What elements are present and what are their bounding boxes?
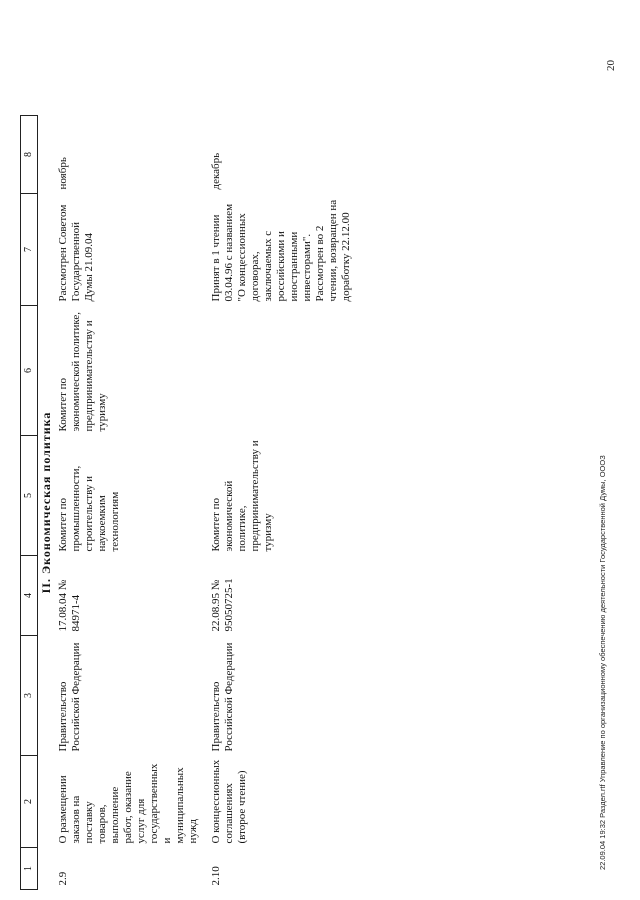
bill-registration: 17.08.04 № 84971-4: [57, 579, 82, 632]
bill-month: ноябрь: [57, 157, 69, 190]
co-committee: [202, 306, 355, 436]
section-title: II. Экономическая политика: [39, 411, 53, 594]
header-cell: 5: [21, 436, 38, 556]
section-row: [38, 116, 56, 890]
header-cell: 8: [21, 116, 38, 194]
legislation-table: [20, 115, 355, 890]
header-cell: 4: [21, 556, 38, 636]
bill-status: Принят в 1 чтении 03.04.96 с названием "О концессионных договорах, заключаемых с российскими и иностранными инвесторами". Рассмотрен во 2 чтении, возвращен на доработку 22.12.00: [210, 199, 352, 302]
bill-registration: 22.08.95 № 95050725-1: [210, 578, 235, 632]
bill-month: декабрь: [210, 152, 222, 190]
header-cell: 6: [21, 306, 38, 436]
page-footer: 22.09.04 19:32 Раздел.rtf Управление по организационному обеспечению деятельности Государственной Думы, ОООЗ: [598, 455, 607, 870]
co-committee: Комитет по экономической политике, предпринимательству и туризму: [57, 311, 108, 432]
bill-title: О концессионных соглашениях (второе чтение): [210, 759, 248, 844]
page-number: 20: [605, 60, 617, 71]
header-cell: 2: [21, 756, 38, 848]
bill-status: Рассмотрен Советом Государственной Думы 21.09.04: [57, 204, 95, 302]
header-cell: 7: [21, 194, 38, 306]
row-number: 2.10: [210, 866, 222, 886]
table-row: [55, 116, 202, 890]
header-cell: 1: [21, 848, 38, 890]
row-number: 2.9: [57, 871, 69, 886]
bill-initiator: Правительство Российской Федерации: [210, 642, 235, 752]
header-cell: 3: [21, 636, 38, 756]
responsible-committee: Комитет по экономической политике, предпринимательству и туризму: [210, 440, 274, 552]
table-row: [202, 116, 355, 890]
header-row: [21, 116, 38, 890]
responsible-committee: Комитет по промышленности, строительству и наукоемким технологиям: [57, 465, 121, 552]
bill-title: О размещении заказов на поставку товаров, выполнение работ, оказание услуг для государственных и муниципальных нужд: [57, 763, 199, 844]
bill-initiator: Правительство Российской Федерации: [57, 642, 82, 752]
